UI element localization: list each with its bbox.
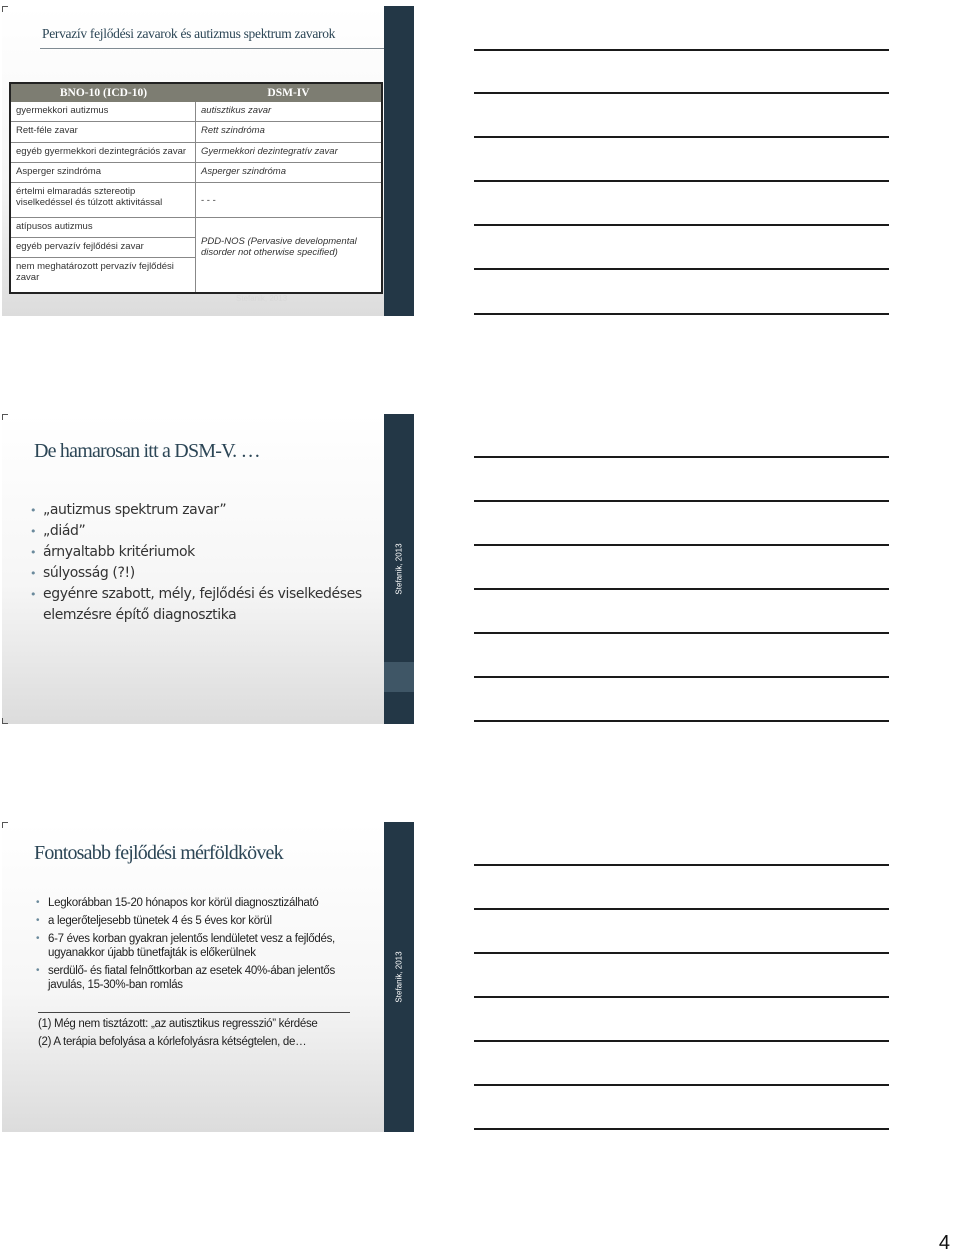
table-cell: Rett-féle zavar [11, 122, 195, 143]
table-cell: atípusos autizmus [11, 218, 195, 238]
note-line [474, 996, 889, 998]
list-item: • „autizmus spektrum zavar” [30, 500, 370, 521]
slide-1-sidebar [384, 6, 414, 316]
table-cell: egyéb gyermekkori dezintegrációs zavar [11, 143, 195, 163]
footnote-divider [38, 1012, 350, 1013]
slide-2-corner-mark-bottom [2, 718, 8, 724]
slide-2-title: De hamarosan itt a DSM-V. … [34, 440, 260, 462]
footnote-2: (2) A terápia befolyása a kórlefolyásra kétségtelen, de… [38, 1036, 307, 1048]
table-cell: Gyermekkori dezintegratív zavar [196, 143, 381, 163]
slide-1-watermark: Stefanik, 2013 [236, 294, 288, 303]
note-line [474, 180, 889, 182]
list-item: • 6-7 éves korban gyakran jelentős lendületet vesz a fejlődés, ugyanakkor újabb tünetfajták is előkerülnek [36, 932, 366, 960]
slide-3-sidebar [384, 822, 414, 1132]
table-cell: gyermekkori autizmus [11, 102, 195, 122]
table-cell: nem meghatározott pervazív fejlődési zavar [16, 261, 174, 283]
note-line [474, 136, 889, 138]
note-line [474, 544, 889, 546]
note-line [474, 500, 889, 502]
table-cell: Asperger szindróma [196, 163, 381, 183]
note-line [474, 1128, 889, 1130]
table-cell: Asperger szindróma [11, 163, 195, 183]
slide-2-sidebar-text: Stefanik, 2013 [394, 543, 404, 595]
slide-3-title: Fontosabb fejlődési mérföldkövek [34, 842, 283, 864]
slide-2 [2, 414, 414, 724]
header-dsm4: DSM-IV [267, 87, 310, 99]
bno10-column [11, 102, 196, 292]
list-item: • egyénre szabott, mély, fejlődési és viselkedéses elemzésre építő diagnosztika [30, 584, 370, 626]
page-number: 4 [938, 1232, 950, 1254]
slide-2-sidebar [384, 414, 414, 724]
note-line [474, 864, 889, 866]
note-line [474, 313, 889, 315]
slide-1-title-rule [40, 48, 384, 49]
classification-table [9, 82, 383, 294]
note-line [474, 676, 889, 678]
note-line [474, 92, 889, 94]
table-header [11, 84, 381, 102]
slide-1-title: Pervazív fejlődési zavarok és autizmus spektrum zavarok [42, 26, 336, 41]
table-cell: PDD-NOS (Pervasive developmental disorder not otherwise specified) [201, 236, 357, 258]
slide-1 [2, 6, 414, 316]
list-item: • árnyaltabb kritériumok [30, 542, 370, 563]
footnote-1: (1) Még nem tisztázott: „az autisztikus regresszió” kérdése [38, 1018, 318, 1030]
table-cell: értelmi elmaradás sztereotip viselkedéssel és túlzott aktivitással [11, 183, 195, 218]
note-line [474, 632, 889, 634]
note-line [474, 268, 889, 270]
table-cell: - - - [196, 183, 381, 218]
table-cell: egyéb pervazív fejlődési zavar [11, 238, 195, 258]
slide-2-corner-mark [2, 414, 8, 420]
slide-3-bullet-list [36, 896, 366, 996]
dsm4-column [196, 102, 381, 292]
table-body [11, 102, 381, 292]
slide-3-sidebar-text: Stefanik, 2013 [394, 951, 404, 1003]
list-item: • „diád” [30, 521, 370, 542]
note-line [474, 224, 889, 226]
note-line [474, 1084, 889, 1086]
list-item: • súlyosság (?!) [30, 563, 370, 584]
note-line [474, 588, 889, 590]
note-line [474, 952, 889, 954]
note-line [474, 1040, 889, 1042]
table-cell: autisztikus zavar [196, 102, 381, 122]
note-line [474, 908, 889, 910]
note-line [474, 49, 889, 51]
note-line [474, 456, 889, 458]
slide-1-corner-mark [2, 6, 8, 12]
note-line [474, 720, 889, 722]
header-bno10: BNO-10 (ICD-10) [59, 87, 148, 99]
slide-2-bullet-list [30, 500, 370, 626]
slide-3-corner-mark [2, 822, 8, 828]
slide-3 [2, 822, 414, 1132]
list-item: • serdülő- és fiatal felnőttkorban az esetek 40%-ában jelentős javulás, 15-30%-ban romlás [36, 964, 366, 992]
sidebar-accent-block [384, 662, 414, 692]
list-item: • a legerőteljesebb tünetek 4 és 5 éves kor körül [36, 914, 366, 928]
table-cell: Rett szindróma [196, 122, 381, 143]
list-item: • Legkorábban 15-20 hónapos kor körül diagnosztizálható [36, 896, 366, 910]
